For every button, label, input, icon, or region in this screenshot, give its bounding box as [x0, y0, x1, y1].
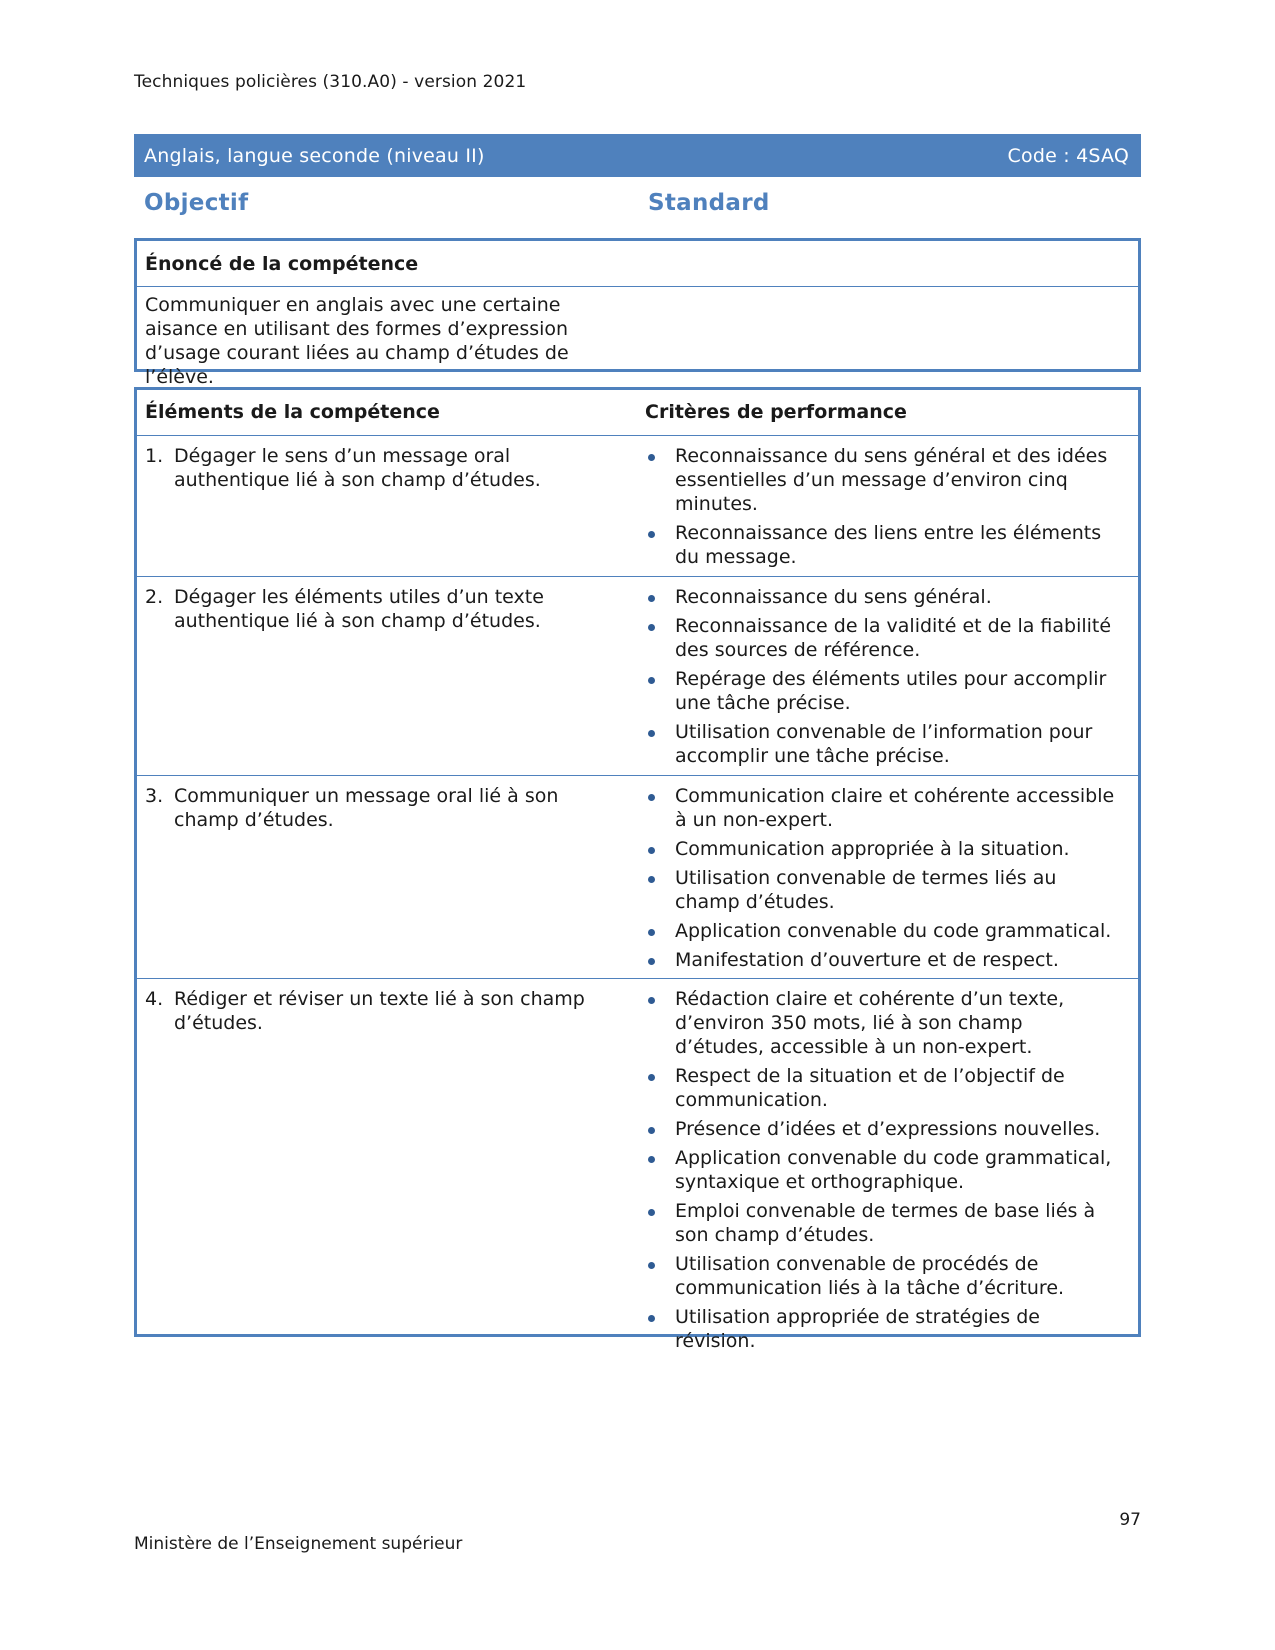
criterion-text: Utilisation convenable de l’information pour accomplir une tâche précise.: [675, 721, 1093, 767]
criterion-text: Emploi convenable de termes de base liés à son champ d’études.: [675, 1200, 1096, 1246]
criterion-text: Reconnaissance du sens général.: [675, 586, 992, 608]
bullet-icon: [648, 677, 655, 684]
criterion-item: [645, 1064, 1115, 1112]
criteria-list: [645, 784, 1115, 977]
element-text: Dégager le sens d’un message oral authentique lié à son champ d’études.: [174, 445, 541, 491]
criterion-text: Application convenable du code grammatical, syntaxique et orthographique.: [675, 1147, 1112, 1193]
statement-heading: Énoncé de la compétence: [137, 241, 1138, 287]
criterion-text: Communication appropriée à la situation.: [675, 838, 1070, 860]
criterion-text: Présence d’idées et d’expressions nouvelles.: [675, 1118, 1101, 1140]
element-text: Communiquer un message oral lié à son champ d’études.: [174, 785, 559, 831]
statement-text: Communiquer en anglais avec une certaine aisance en utilisant des formes d’expression d’usage courant liées au champ d’études de l’élève.: [145, 294, 569, 388]
bullet-icon: [648, 1074, 655, 1081]
bullet-icon: [648, 1262, 655, 1269]
element-text: Dégager les éléments utiles d’un texte authentique lié à son champ d’études.: [174, 586, 544, 632]
bullet-icon: [648, 531, 655, 538]
criterion-text: Manifestation d’ouverture et de respect.: [675, 949, 1059, 971]
table-row: [137, 436, 1138, 577]
bullet-icon: [648, 1315, 655, 1322]
table-row: [137, 979, 1138, 1352]
bullet-icon: [648, 595, 655, 602]
footer: Ministère de l’Enseignement supérieur: [134, 1534, 463, 1554]
criterion-item: [645, 948, 1115, 972]
criterion-item: [645, 1117, 1115, 1141]
element-number: 2.: [145, 586, 164, 608]
element-cell: [145, 987, 615, 1035]
column-headings: [134, 190, 1141, 224]
table-header: [137, 390, 1138, 436]
criterion-text: Application convenable du code grammatical.: [675, 920, 1112, 942]
criterion-item: [645, 585, 1115, 609]
bullet-icon: [648, 730, 655, 737]
criterion-item: [645, 1252, 1115, 1300]
course-title: Anglais, langue seconde (niveau II): [144, 144, 485, 167]
criterion-text: Communication claire et cohérente accessible à un non-expert.: [675, 785, 1115, 831]
criteria-list: [645, 987, 1115, 1358]
criterion-text: Reconnaissance de la validité et de la fiabilité des sources de référence.: [675, 615, 1112, 661]
criterion-text: Utilisation convenable de procédés de communication liés à la tâche d’écriture.: [675, 1253, 1065, 1299]
element-cell: [145, 444, 615, 492]
criterion-item: [645, 866, 1115, 914]
bullet-icon: [648, 958, 655, 965]
criterion-text: Reconnaissance des liens entre les éléments du message.: [675, 522, 1102, 568]
element-number: 4.: [145, 988, 164, 1010]
criterion-text: Respect de la situation et de l’objectif de communication.: [675, 1065, 1065, 1111]
course-code: Code : 4SAQ: [1007, 144, 1129, 167]
criteria-header: Critères de performance: [645, 401, 907, 423]
criterion-item: [645, 1305, 1115, 1353]
bullet-icon: [648, 794, 655, 801]
criterion-item: [645, 987, 1115, 1059]
criterion-item: [645, 521, 1115, 569]
criterion-item: [645, 1199, 1115, 1247]
objectif-heading: Objectif: [144, 190, 249, 216]
criterion-text: Reconnaissance du sens général et des idées essentielles d’un message d’environ cinq minutes.: [675, 445, 1108, 515]
criterion-item: [645, 1146, 1115, 1194]
criterion-item: [645, 444, 1115, 516]
element-cell: [145, 784, 615, 832]
element-text: Rédiger et réviser un texte lié à son champ d’études.: [174, 988, 585, 1034]
criterion-text: Repérage des éléments utiles pour accomplir une tâche précise.: [675, 668, 1107, 714]
element-number: 3.: [145, 785, 164, 807]
criterion-text: Utilisation appropriée de stratégies de révision.: [675, 1306, 1040, 1352]
page-number: 97: [1119, 1510, 1141, 1530]
competency-table: [134, 387, 1141, 1352]
bullet-icon: [648, 1127, 655, 1134]
bullet-icon: [648, 997, 655, 1004]
elements-header: Éléments de la compétence: [145, 401, 440, 423]
criterion-item: [645, 667, 1115, 715]
criterion-item: [645, 614, 1115, 662]
bullet-icon: [648, 624, 655, 631]
criteria-list: [645, 585, 1115, 773]
running-head: Techniques policières (310.A0) - version 2021: [134, 72, 527, 92]
bullet-icon: [648, 876, 655, 883]
standard-heading: Standard: [648, 190, 770, 216]
criterion-item: [645, 784, 1115, 832]
table-row: [137, 776, 1138, 979]
criterion-item: [645, 837, 1115, 861]
course-title-bar: [134, 134, 1141, 177]
table-row: [137, 577, 1138, 776]
statement-box: [134, 238, 1141, 388]
bullet-icon: [648, 1209, 655, 1216]
bullet-icon: [648, 454, 655, 461]
criterion-item: [645, 919, 1115, 943]
element-number: 1.: [145, 445, 164, 467]
element-cell: [145, 585, 615, 633]
criterion-item: [645, 720, 1115, 768]
criterion-text: Utilisation convenable de termes liés au champ d’études.: [675, 867, 1057, 913]
bullet-icon: [648, 847, 655, 854]
bullet-icon: [648, 929, 655, 936]
criterion-text: Rédaction claire et cohérente d’un texte, d’environ 350 mots, lié à son champ d’études, accessible à un non-expert.: [675, 988, 1065, 1058]
bullet-icon: [648, 1156, 655, 1163]
criteria-list: [645, 444, 1115, 574]
